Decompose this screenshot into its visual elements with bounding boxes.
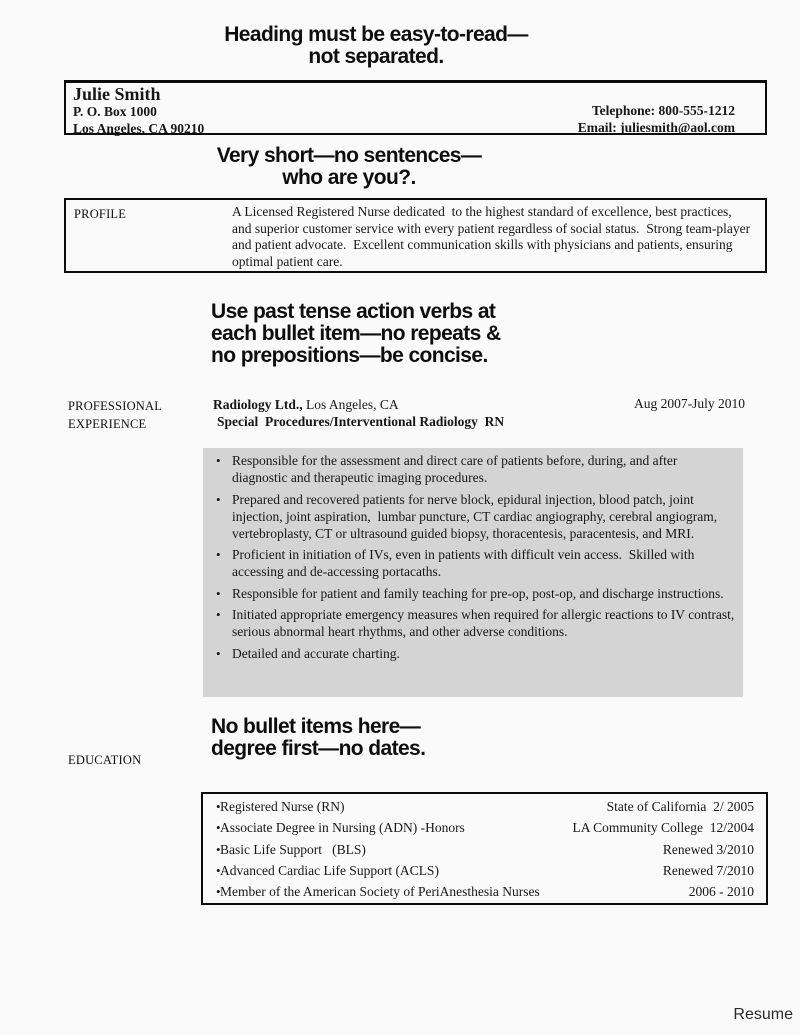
education-row (203, 819, 766, 840)
bullet-icon: • (216, 585, 221, 601)
bullet-icon: • (216, 820, 221, 836)
education-credential: Registered Nurse (RN) (220, 799, 345, 814)
email: Email: juliesmith@aol.com (577, 119, 735, 135)
bullet-icon: • (216, 607, 221, 622)
bullet-text: Detailed and accurate charting. (232, 645, 400, 661)
annotation-education (211, 716, 425, 760)
education-detail: Renewed 7/2010 (662, 862, 754, 878)
annotation-bullets-line1: Use past tense action verbs at (211, 300, 496, 323)
experience-label (68, 397, 162, 433)
employer-name: Radiology Ltd., (213, 397, 303, 412)
annotation-heading-line2: not separated. (308, 45, 444, 68)
experience-label-line1: PROFESSIONAL (68, 399, 163, 413)
employer-location: Los Angeles, CA (302, 397, 399, 412)
experience-bullet (203, 606, 743, 640)
address-line1: P. O. Box 1000 (73, 104, 157, 119)
experience-bullet (203, 585, 743, 602)
bullet-icon: • (216, 453, 221, 468)
education-credential: Associate Degree in Nursing (ADN) -Honors (220, 820, 465, 836)
education-box (201, 792, 768, 905)
bullet-text: Responsible for patient and family teaching for pre-op, post-op, and discharge instructions. (232, 585, 724, 601)
experience-bullet (203, 491, 743, 542)
education-label: EDUCATION (68, 753, 142, 767)
profile-label: PROFILE (74, 207, 127, 221)
bullet-icon: • (216, 491, 221, 507)
annotation-profile-line2: who are you?. (282, 166, 416, 189)
education-detail: State of California 2/ 2005 (606, 799, 754, 814)
education-detail: 2006 - 2010 (688, 884, 754, 900)
education-row (203, 883, 766, 904)
employer-line (213, 396, 633, 413)
bullet-icon: • (216, 547, 221, 562)
bullet-icon: • (216, 884, 221, 900)
education-credential: Member of the American Society of PeriAnesthesia Nurses (220, 884, 540, 900)
experience-bullet (203, 546, 743, 580)
experience-bullet-list (203, 448, 743, 697)
annotation-heading (0, 24, 752, 68)
bullet-text: Prepared and recovered patients for nerve block, epidural injection, blood patch, joint injection, joint aspiration, lumbar puncture, CT cardiac angiography, cerebral angiogram, vertebroplasty, CT or ultrasound guided biopsy, thoracentesis, paracentesis, and MRI. (232, 491, 721, 541)
education-row (203, 798, 766, 819)
education-row (203, 862, 766, 883)
annotation-education-line2: degree first—no dates. (211, 737, 426, 760)
employment-dates: Aug 2007-July 2010 (634, 396, 745, 411)
education-credential: Basic Life Support (BLS) (220, 841, 366, 857)
annotation-bullets-line2: each bullet item—no repeats & (211, 322, 501, 345)
annotation-heading-line1: Heading must be easy-to-read— (224, 23, 528, 46)
annotation-profile-line1: Very short—no sentences— (216, 144, 482, 167)
contact-right-column (578, 103, 735, 136)
experience-header (213, 396, 633, 430)
bullet-icon: • (216, 841, 221, 857)
bullet-text: Responsible for the assessment and direct care of patients before, during, and after diagnostic and therapeutic imaging procedures. (232, 453, 681, 485)
bullet-text: Proficient in initiation of IVs, even in patients with difficult vein access. Skilled with accessing and de-accessing portacaths. (232, 547, 698, 579)
annotation-education-line1: No bullet items here— (211, 715, 421, 738)
bullet-icon: • (216, 799, 221, 814)
experience-label-line2: EXPERIENCE (68, 417, 147, 431)
experience-bullet (203, 645, 743, 662)
resume-watermark: Resume (733, 1006, 793, 1023)
bullet-text: Initiated appropriate emergency measures when required for allergic reactions to IV contrast, serious abnormal heart rhythms, and other adverse conditions. (232, 607, 738, 639)
experience-bullet (203, 452, 743, 486)
contact-left-column (73, 84, 204, 137)
education-credential: Advanced Cardiac Life Support (ACLS) (220, 862, 439, 878)
bullet-icon: • (216, 862, 221, 878)
bullet-icon: • (216, 645, 221, 661)
contact-box (64, 80, 767, 135)
profile-text: A Licensed Registered Nurse dedicated to the highest standard of excellence, best practices, and superior customer service with every patient regardless of social status. Strong team-player and patient advocate. Excellent communication skills with physicians and patients, ensuring optimal patient care. (232, 204, 754, 269)
education-row (203, 841, 766, 862)
profile-section (64, 198, 767, 273)
education-detail: LA Community College 12/2004 (572, 820, 754, 836)
candidate-name: Julie Smith (73, 84, 161, 104)
job-title: Special Procedures/Interventional Radiology RN (217, 414, 505, 429)
annotation-bullets (211, 301, 501, 367)
annotation-bullets-line3: no prepositions—be concise. (211, 344, 488, 367)
annotation-profile (0, 145, 698, 189)
address-line2: Los Angeles, CA 90210 (73, 120, 205, 136)
education-detail: Renewed 3/2010 (662, 841, 754, 857)
telephone: Telephone: 800-555-1212 (591, 103, 735, 118)
